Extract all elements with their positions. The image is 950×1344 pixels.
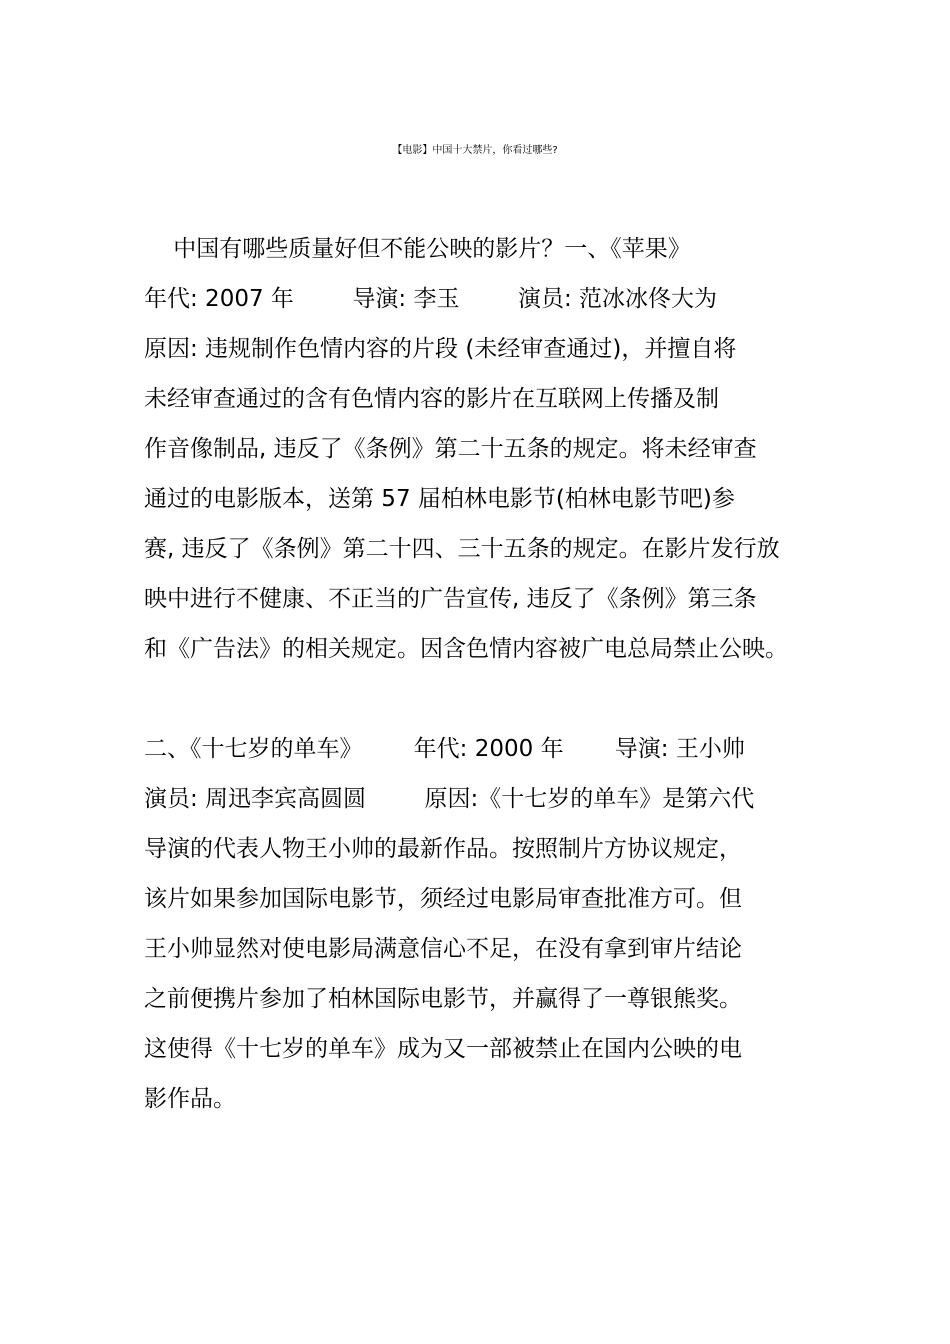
section2-line-8: 影作品。 <box>144 1086 236 1112</box>
section2-line-1: 二、《十七岁的单车》 年代: 2000 年 导演: 王小帅 <box>144 736 745 762</box>
section1-line-5: 作音像制品, 违反了《条例》第二十五条的规定。将未经审查 <box>144 436 757 462</box>
section2-line-6: 之前便携片参加了柏林国际电影节，并赢得了一尊银熊奖。 <box>144 986 742 1012</box>
section1-line-2: 年代: 2007 年 导演: 李玉 演员: 范冰冰佟大为 <box>144 286 718 312</box>
section2-line-5: 王小帅显然对使电影局满意信心不足，在没有拿到审片结论 <box>144 936 742 962</box>
section1-line-7: 赛, 违反了《条例》第二十四、三十五条的规定。在影片发行放 <box>144 536 780 562</box>
section2-line-2: 演员: 周迅李宾高圆圆 原因:《十七岁的单车》是第六代 <box>144 786 755 812</box>
section1-line-3: 原因: 违规制作色情内容的片段 (未经审查通过)，并擅自将 <box>144 336 737 362</box>
section1-line-4: 未经审查通过的含有色情内容的影片在互联网上传播及制 <box>144 386 719 412</box>
section1-line-8: 映中进行不健康、不正当的广告宣传, 违反了《条例》第三条 <box>144 586 757 612</box>
section1-line-1: 中国有哪些质量好但不能公映的影片？一、《苹果》 <box>144 236 691 262</box>
section2-line-3: 导演的代表人物王小帅的最新作品。按照制片方协议规定， <box>144 836 742 862</box>
section2-line-4: 该片如果参加国际电影节，须经过电影局审查批准方可。但 <box>144 886 742 912</box>
section1-line-9: 和《广告法》的相关规定。因含色情内容被广电总局禁止公映。 <box>144 636 788 662</box>
section1-line-6: 通过的电影版本，送第 57 届柏林电影节(柏林电影节吧)参 <box>144 486 735 512</box>
section2-line-7: 这使得《十七岁的单车》成为又一部被禁止在国内公映的电 <box>144 1036 742 1062</box>
document-title: 【电影】中国十大禁片，你看过哪些? <box>392 145 558 156</box>
